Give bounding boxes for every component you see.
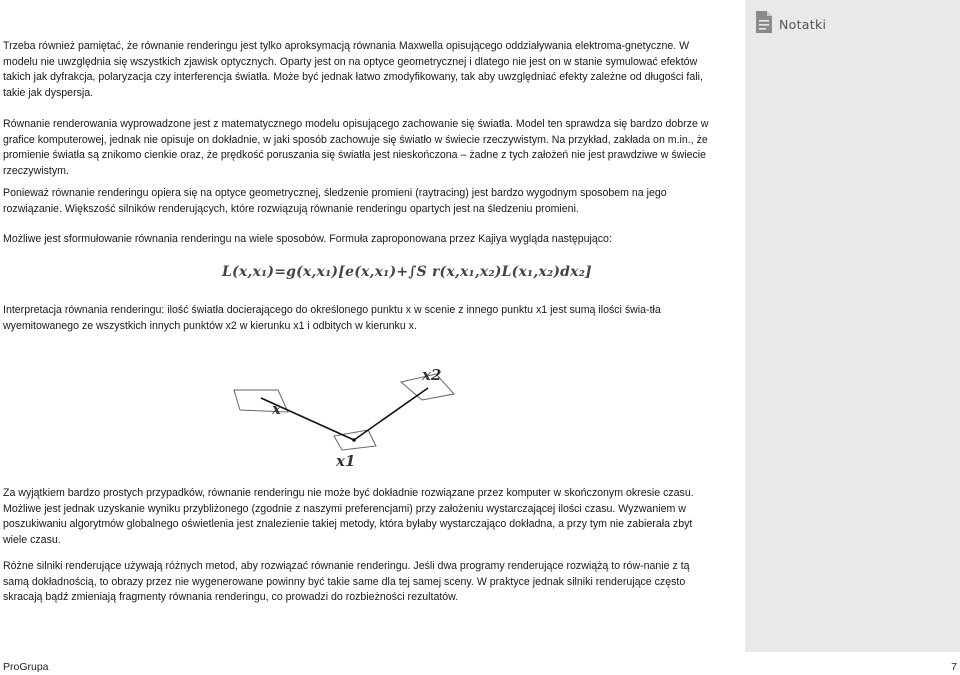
ray-x1-to-x2 — [354, 388, 428, 440]
paragraph-formula-intro: Możliwe jest sformułowanie równania renderingu na wiele sposobów. Formuła zaproponowana przez Kajiya wygląda następująco: — [3, 233, 612, 245]
page-number: 7 — [951, 661, 957, 673]
label-x2: x2 — [422, 366, 442, 384]
paragraph-raytracing: Ponieważ równanie renderingu opiera się na optyce geometrycznej, śledzenie promieni (raytracing) jest bardzo wygodnym sposobem na jego rozwiązanie. Większość silników renderujących, które rozwiązują równanie renderingu opartych jest na śledzeniu promieni. — [3, 187, 667, 215]
paragraph-engines: Różne silniki renderujące używają różnych metod, aby rozwiązać równanie renderingu. Jeśli dwa programy renderujące rozwiążą to rów-nanie z tą samą dokładnością, to obrazy przez nie wygenerowane powinny być takie same dla tej samej sceny. W praktyce jednak silniki renderujące często skracają bądź zmieniają fragmenty równania renderingu, co prowadzi do rozbieżności rezultatów. — [3, 560, 690, 603]
paragraph-intro: Trzeba również pamiętać, że równanie renderingu jest tylko aproksymacją równania Maxwella opisującego oddziaływania elektroma-gnetyczne. W modelu nie uwzględnia się wszystkich zjawisk optycznych. Oparty jest on na optyce geometrycznej i dlatego nie jest on w stanie symulować efektów takich jak dyfrakcja, polaryzacja czy interferencja światła. Może być jednak łatwo zmodyfikowany, tak aby uwzględniać efekty zależne od długości fali, takie jak dyspersja. — [3, 40, 703, 99]
rendering-equation — [222, 262, 592, 288]
notes-title: Notatki — [779, 17, 827, 32]
light-path-diagram — [226, 360, 476, 470]
paragraph-model: Równanie renderowania wyprowadzone jest z matematycznego modelu opisującego zachowanie się światła. Model ten sprawdza się bardzo dobrze w grafice komputerowej, jednak nie opisuje on dokładnie, w jaki sposób zachowuje się światło w świecie rzeczywistym. Na przykład, zakłada on m.in., że promienie światła są znikomo cienkie oraz, że prędkość poruszania się światła jest nieskończona – żadne z tych założeń nie jest prawdziwe w świecie rzeczywistym. — [3, 118, 709, 177]
point-x1 — [352, 438, 356, 442]
label-x: x — [272, 400, 281, 418]
label-x1: x1 — [336, 452, 356, 470]
paragraph-interpretation: Interpretacja równania renderingu: ilość światła docierającego do określonego punktu x w scenie z innego punktu x1 jest sumą ilości świa-tła wyemitowanego ze wszystkich innych punktów x2 w kierunku x1 i odbitych w kierunku x. — [3, 304, 661, 332]
rendering-equation-text: L(x,x₁)=g(x,x₁)[e(x,x₁)+∫S r(x,x₁,x₂)L(x₁,x₂)dx₂] — [222, 264, 592, 280]
paragraph-approximation: Za wyjątkiem bardzo prostych przypadków, równanie renderingu nie może być dokładnie rozwiązane przez komputer w skończonym okresie czasu. Możliwe jest jednak uzyskanie wyniku przybliżonego (zgodnie z naszymi preferencjami) przy założeniu wystarczającej ilości czasu. Wyzwaniem w poszukiwaniu algorytmów globalnego oświetlenia jest znalezienie takiej metody, która byłaby wystarczająco dokładna, a przy tym nie zabierała zbyt wiele czasu. — [3, 487, 694, 546]
publisher-name: ProGrupa — [3, 661, 49, 673]
notes-sidebar — [745, 0, 960, 652]
note-document-icon — [755, 10, 773, 34]
